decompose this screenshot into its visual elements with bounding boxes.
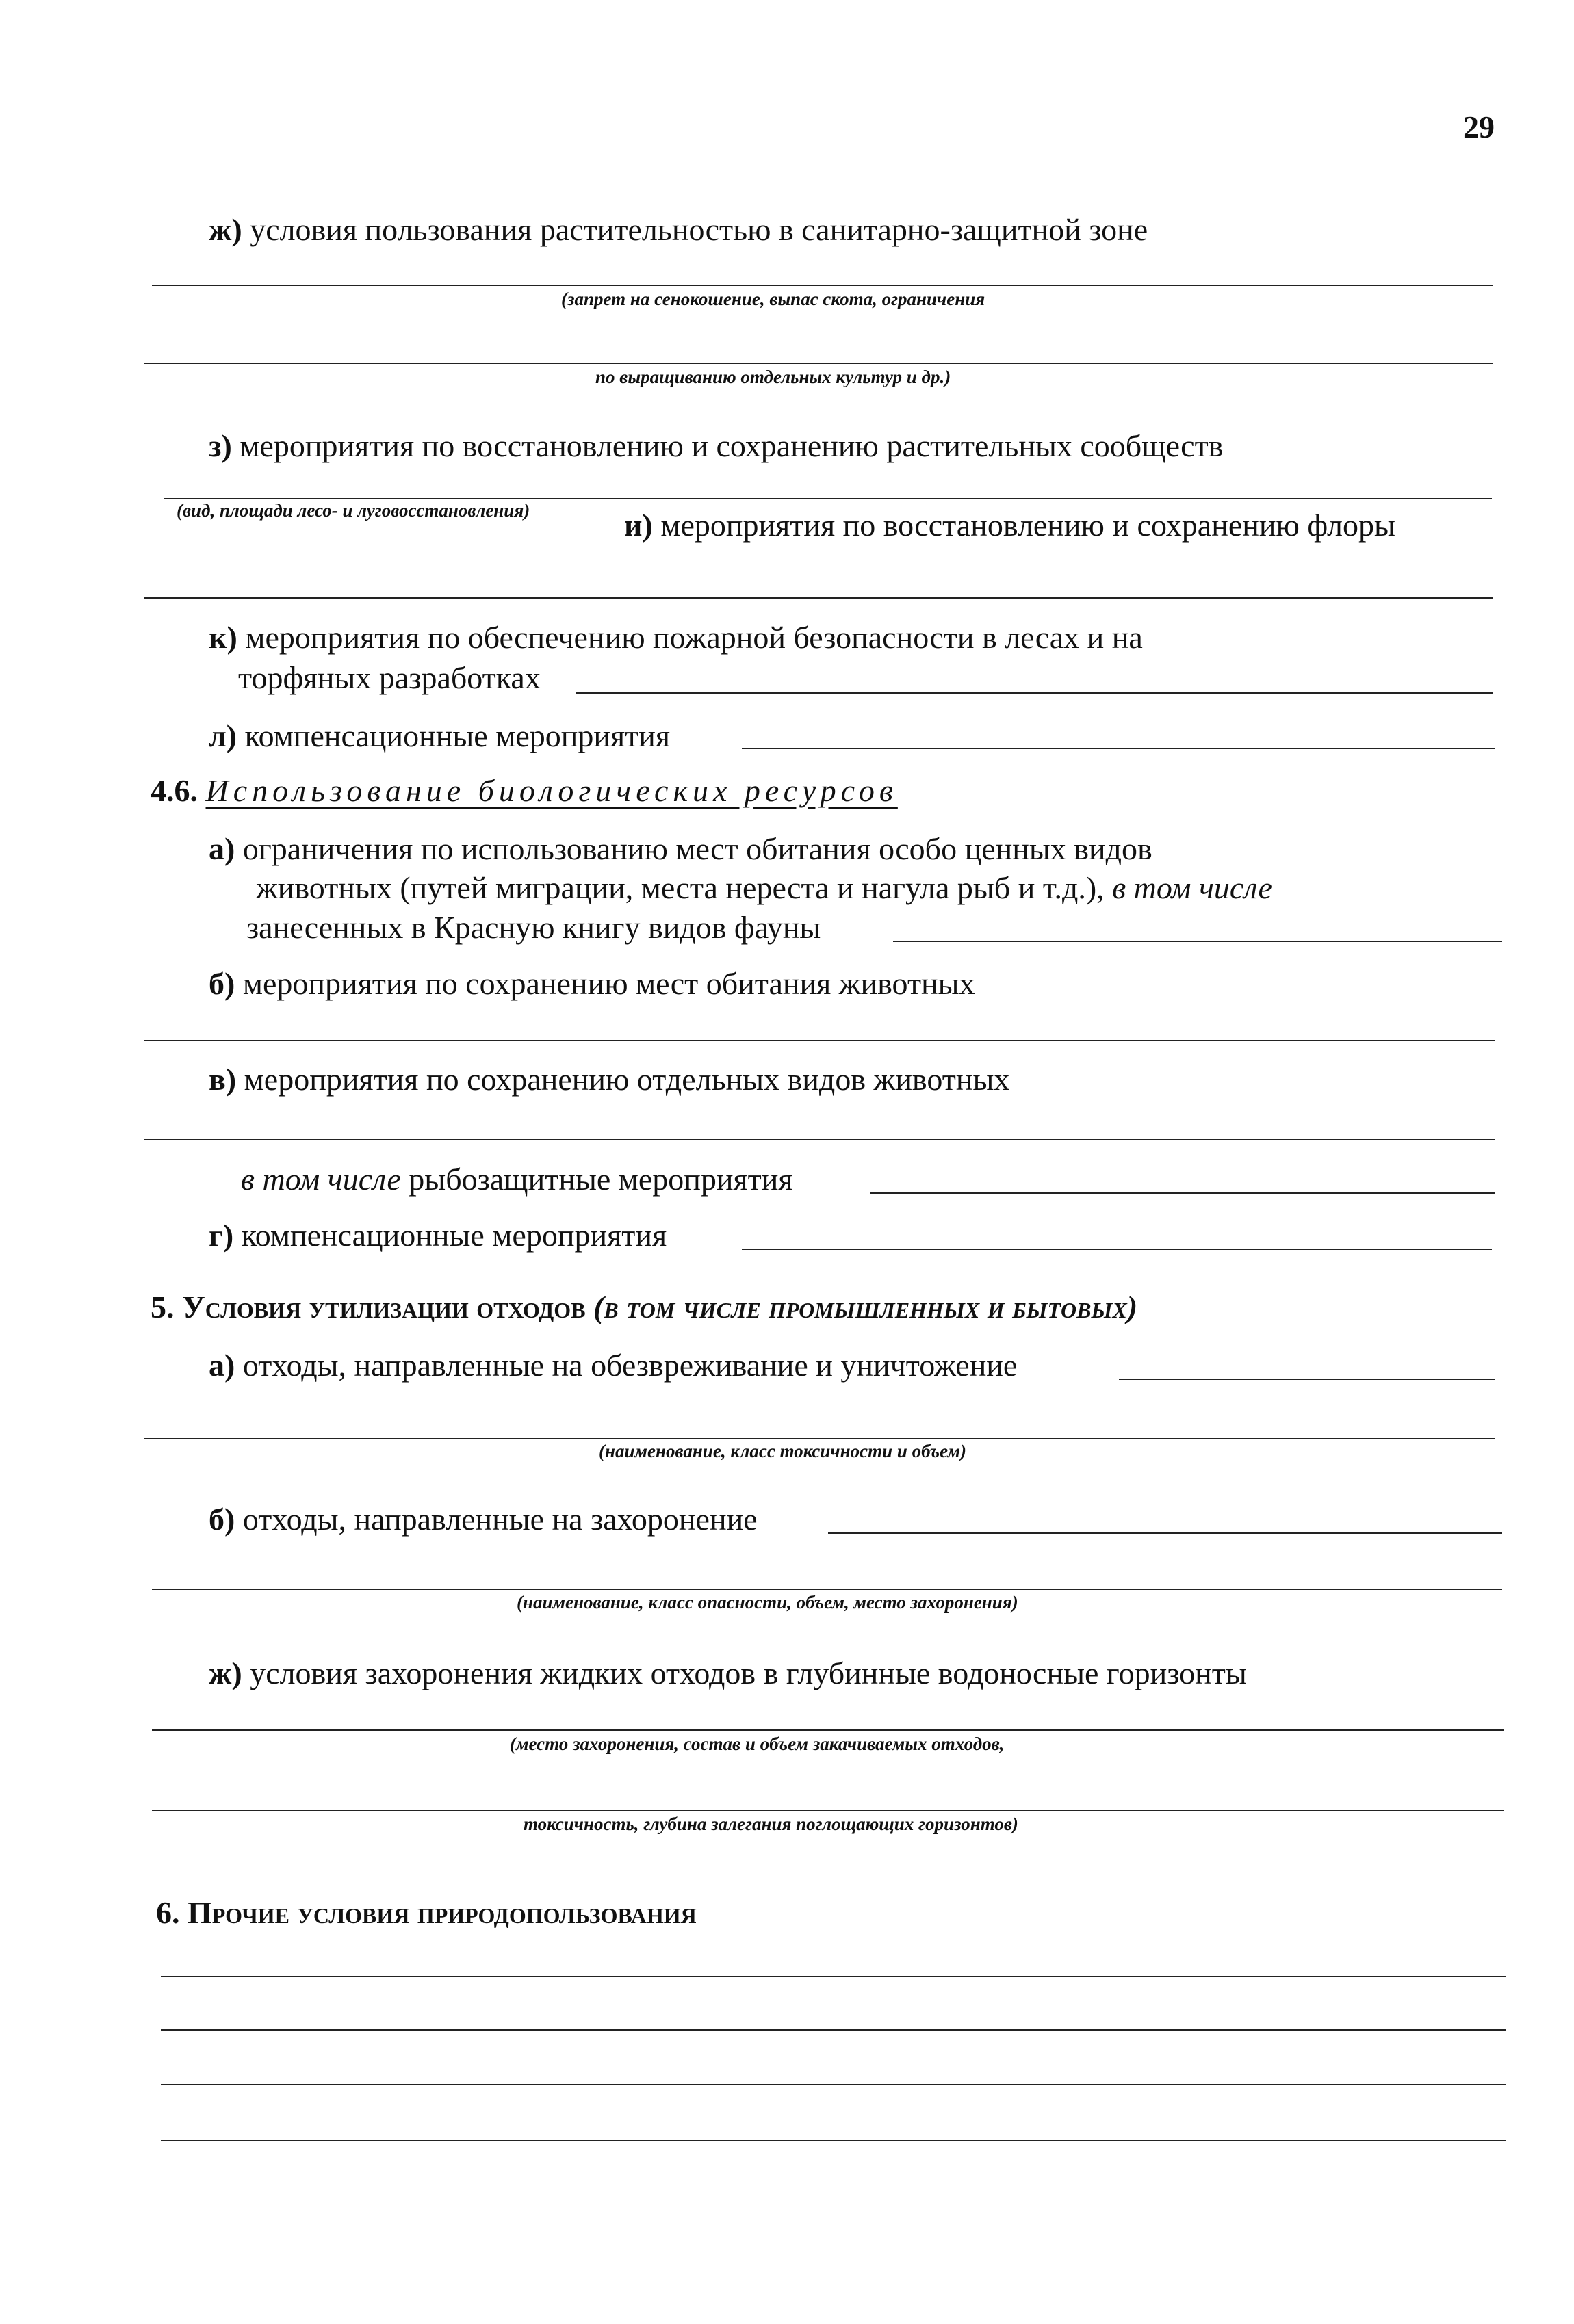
item-text: компенсационные мероприятия <box>241 1218 667 1253</box>
section-number: 5. <box>151 1290 175 1324</box>
item-text: мероприятия по восстановлению и сохранению растительных сообществ <box>240 428 1224 463</box>
item-marker: ж) <box>209 212 242 247</box>
item-waste-a-neutralization <box>209 1348 1017 1384</box>
item-v-species <box>209 1062 1009 1098</box>
field-caption: (наименование, класс токсичности и объем) <box>599 1441 966 1461</box>
fill-line[interactable] <box>144 1438 1495 1439</box>
section-number: 6. <box>156 1895 180 1930</box>
item-z-plant-communities <box>209 428 1223 465</box>
field-caption: (место захоронения, состав и объем закачиваемых отходов, <box>510 1734 1005 1754</box>
item-marker: г) <box>209 1218 234 1253</box>
fill-line[interactable] <box>1119 1379 1495 1380</box>
fill-line[interactable] <box>161 1976 1506 1977</box>
item-marker: а) <box>209 831 235 866</box>
item-a-line2 <box>256 870 1272 906</box>
item-l-compensation <box>209 718 670 755</box>
fill-line[interactable] <box>742 748 1495 749</box>
fill-line[interactable] <box>144 597 1493 599</box>
fill-line[interactable] <box>828 1532 1502 1534</box>
section-number: 4.6. <box>151 773 198 808</box>
item-text: отходы, направленные на захоронение <box>242 1502 758 1537</box>
fill-line[interactable] <box>893 941 1502 942</box>
field-caption: (вид, площади лесо- и луговосстановления) <box>177 500 530 521</box>
item-text: компенсационные мероприятия <box>244 718 671 753</box>
item-italic-text: в том числе <box>1112 870 1272 905</box>
item-text: условия пользования растительностью в санитарно-защитной зоне <box>250 212 1148 247</box>
section-5-heading <box>151 1290 1137 1326</box>
item-waste-zh-liquid <box>209 1656 1247 1692</box>
item-marker: б) <box>209 1502 235 1537</box>
item-text: мероприятия по сохранению мест обитания животных <box>242 966 975 1001</box>
item-zh-vegetation-use <box>209 212 1148 248</box>
section-6-heading <box>156 1895 697 1931</box>
item-text: животных (путей миграции, места нереста и нагула рыб и т.д.), <box>256 870 1105 905</box>
fill-line[interactable] <box>144 1040 1495 1041</box>
fill-line[interactable] <box>870 1192 1495 1194</box>
item-marker: з) <box>209 428 232 463</box>
fill-line[interactable] <box>152 1810 1504 1811</box>
fill-line[interactable] <box>742 1249 1492 1250</box>
item-a-line3: занесенных в Красную книгу видов фауны <box>246 910 821 945</box>
field-caption: токсичность, глубина залегания поглощающих горизонтов) <box>524 1814 1018 1834</box>
item-marker: ж) <box>209 1656 242 1690</box>
fill-line[interactable] <box>161 2140 1506 2141</box>
item-k-fire-safety <box>209 620 1143 656</box>
field-caption: (запрет на сенокошение, выпас скота, ограничения <box>561 289 985 309</box>
fill-line[interactable] <box>152 1589 1502 1590</box>
fill-line[interactable] <box>152 1729 1504 1731</box>
item-marker: к) <box>209 620 237 655</box>
section-title: Условия утилизации отходов <box>182 1290 586 1324</box>
item-marker: а) <box>209 1348 235 1383</box>
fill-line[interactable] <box>161 2084 1506 2085</box>
item-text: мероприятия по обеспечению пожарной безопасности в лесах и на <box>245 620 1143 655</box>
fill-line[interactable] <box>164 498 1492 499</box>
section-title: Использование биологических ресурсов <box>205 773 898 808</box>
field-caption: по выращиванию отдельных культур и др.) <box>595 367 951 387</box>
field-caption: (наименование, класс опасности, объем, место захоронения) <box>517 1592 1018 1613</box>
item-italic-text: в том числе <box>241 1162 401 1197</box>
fill-line[interactable] <box>144 363 1493 364</box>
item-i-flora <box>624 508 1395 544</box>
item-text: условия захоронения жидких отходов в глубинные водоносные горизонты <box>250 1656 1247 1690</box>
item-a-habitat-restrictions <box>209 831 1152 867</box>
fill-line[interactable] <box>576 692 1493 694</box>
item-waste-b-burial <box>209 1502 758 1538</box>
item-text: рыбозащитные мероприятия <box>409 1162 793 1197</box>
section-4-6-heading <box>151 773 898 809</box>
item-text: мероприятия по восстановлению и сохранению флоры <box>660 508 1395 543</box>
item-marker: б) <box>209 966 235 1001</box>
item-marker: и) <box>624 508 653 543</box>
item-text: отходы, направленные на обезвреживание и уничтожение <box>242 1348 1018 1383</box>
item-g-compensation <box>209 1218 667 1254</box>
item-marker: л) <box>209 718 237 753</box>
fill-line[interactable] <box>161 2029 1506 2031</box>
section-title: Прочие условия природопользования <box>188 1895 697 1930</box>
fill-line[interactable] <box>152 285 1493 286</box>
item-b-animal-habitats <box>209 966 975 1002</box>
item-k-line2: торфяных разработках <box>238 660 541 695</box>
page-number: 29 <box>1463 109 1495 144</box>
item-text: мероприятия по сохранению отдельных видов животных <box>244 1062 1010 1097</box>
item-text: ограничения по использованию мест обитания особо ценных видов <box>242 831 1152 866</box>
item-fish-protection <box>241 1162 793 1198</box>
item-marker: в) <box>209 1062 237 1097</box>
section-subtitle: (в том числе промышленных и бытовых) <box>593 1290 1138 1324</box>
fill-line[interactable] <box>144 1139 1495 1140</box>
